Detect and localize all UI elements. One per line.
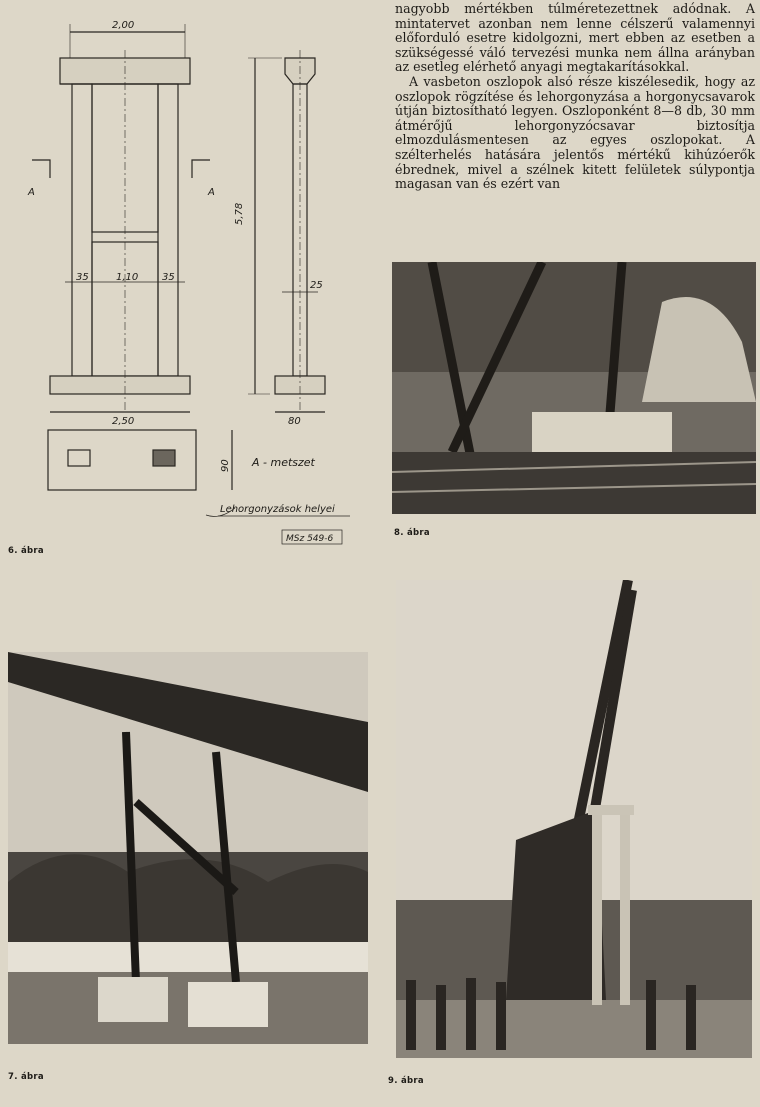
body-text-column [395, 2, 755, 192]
dim-base-width: 2,50 [112, 416, 135, 427]
figure-6-drawing [20, 10, 380, 550]
anchor-label: Lehorgonyzások helyei [220, 504, 335, 515]
paragraph-1: nagyobb mértékben túlméretezettnek adódnak. A mintatervet azonban nem lenne célszerű valamennyi előforduló esetre kidolgozni, mert ebben az esetben a szükségessé váló tervezési munka nem állna arányban az esetleg elérhető anyagi megtakarításokkal. [395, 1, 755, 75]
caption-fig-7: 7. ábra [8, 1072, 44, 1082]
plan-anchor-right [153, 450, 175, 466]
front-left-leg [72, 84, 92, 376]
dim-top-width: 2,00 [112, 20, 135, 31]
figure-7-photo [8, 652, 368, 1044]
standard-ref: MSz 549-6 [286, 534, 334, 544]
caption-fig-8: 8. ábra [394, 528, 430, 538]
section-label: A - metszet [252, 456, 315, 469]
dim-opening: 1,10 [116, 272, 139, 283]
section-marker-left: A [28, 187, 35, 198]
dim-height: 5,78 [234, 202, 245, 225]
front-right-leg [158, 84, 178, 376]
technical-drawing-svg [20, 10, 380, 550]
dim-left-leg: 35 [76, 272, 89, 283]
dim-section-depth: 90 [220, 459, 231, 472]
dim-side-base: 80 [288, 416, 301, 427]
caption-fig-6: 6. ábra [8, 546, 44, 556]
plan-anchor-left [68, 450, 90, 466]
dim-right-leg: 35 [162, 272, 175, 283]
front-base [50, 376, 190, 394]
paragraph-2: A vasbeton oszlopok alsó része kiszélesedik, hogy az oszlopok rögzítése és lehorgonyzása a horgonycsavarok útján biztosítható legyen. Oszloponként 8—8 db, 30 mm átmérőjű lehorgonyzócsavar biztosítja elmozdulásmentesen az egyes oszlopokat. A szélterhelés hatására jelentős mértékű kihúzóerők ébrednek, mivel a szélnek kitett felületek súlypontja magasan van és ezért van [395, 73, 755, 192]
section-marker-right: A [208, 187, 215, 198]
caption-fig-9: 9. ábra [388, 1076, 424, 1086]
dim-side-col: 25 [310, 280, 323, 291]
figure-8-photo [392, 262, 756, 514]
figure-9-photo [396, 580, 752, 1058]
